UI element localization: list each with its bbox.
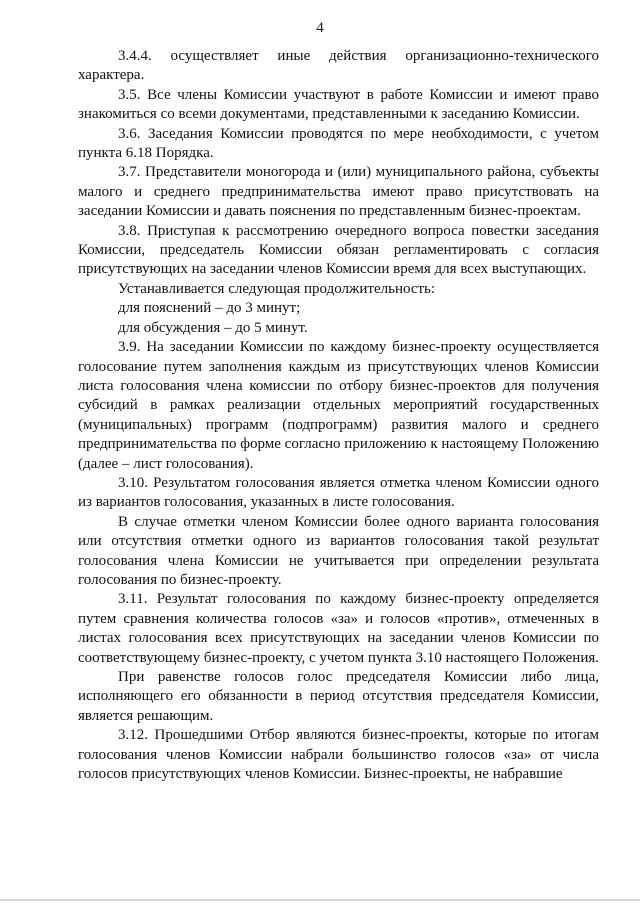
duration-item-discussion: для обсуждения – до 5 минут. bbox=[118, 319, 308, 336]
duration-intro: Устанавливается следующая продолжительность: bbox=[118, 280, 436, 297]
paragraph-3-8: 3.8. Приступая к рассмотрению очередного вопроса повестки заседания Комиссии, председатель Комиссии обязан регламентировать с согласия присутствующих на заседании членов Комиссии время для всех выступающих. bbox=[78, 222, 599, 278]
scan-bottom-edge bbox=[0, 899, 640, 901]
paragraph-3-9: 3.9. На заседании Комиссии по каждому бизнес-проекту осуществляется голосование путем заполнения каждым из присутствующих членов Комиссии листа голосования члена комиссии по отбору бизнес-проектов для получения субсидий в рамках реализации отдельных мероприятий государственных (муниципальных) программ (подпрограмм) развития малого и среднего предпринимательства по форме согласно приложению к настоящему Положению (далее – лист голосования). bbox=[78, 339, 599, 472]
page-number: 4 bbox=[316, 20, 324, 36]
paragraph-tie-vote: При равенстве голосов голос председателя Комиссии либо лица, исполняющего его обязанности в период отсутствия председателя Комиссии, является решающим. bbox=[78, 669, 599, 724]
paragraph-multiple-marks: В случае отметки членом Комиссии более одного варианта голосования или отсутствия отметки одного из вариантов голосования такой результат голосования члена Комиссии не учитывается при определении результата голосования по бизнес-проекту. bbox=[78, 513, 599, 588]
duration-item-explanations: для пояснений – до 3 минут; bbox=[118, 300, 301, 317]
paragraph-3-4-4: 3.4.4. осуществляет иные действия организационно-технического характера. bbox=[78, 48, 599, 84]
paragraph-3-7: 3.7. Представители моногорода и (или) муниципального района, субъекты малого и среднего предпринимательства имеют право присутствовать на заседании Комиссии и давать пояснения по представленным бизнес-проектам. bbox=[78, 164, 599, 220]
paragraph-3-12: 3.12. Прошедшими Отбор являются бизнес-проекты, которые по итогам голосования членов Комиссии набрали большинство голосов «за» от числа голосов присутствующих членов Комиссии. Бизнес-проекты, не набравшие bbox=[78, 727, 599, 783]
paragraph-3-5: 3.5. Все члены Комиссии участвуют в работе Комиссии и имеют право знакомиться со всеми документами, представленными к заседанию Комиссии. bbox=[78, 86, 599, 123]
paragraph-3-6: 3.6. Заседания Комиссии проводятся по мере необходимости, с учетом пункта 6.18 Порядка. bbox=[78, 125, 599, 162]
paragraph-3-10: 3.10. Результатом голосования является отметка членом Комиссии одного из вариантов голосования, указанных в листе голосования. bbox=[78, 474, 599, 511]
document-body bbox=[78, 47, 599, 784]
paragraph-3-11: 3.11. Результат голосования по каждому бизнес-проекту определяется путем сравнения количества голосов «за» и голосов «против», отмеченных в листах голосования всех присутствующих на заседании членов Комиссии по соответствующему бизнес-проекту, с учетом пункта 3.10 настоящего Положения. bbox=[78, 591, 599, 666]
